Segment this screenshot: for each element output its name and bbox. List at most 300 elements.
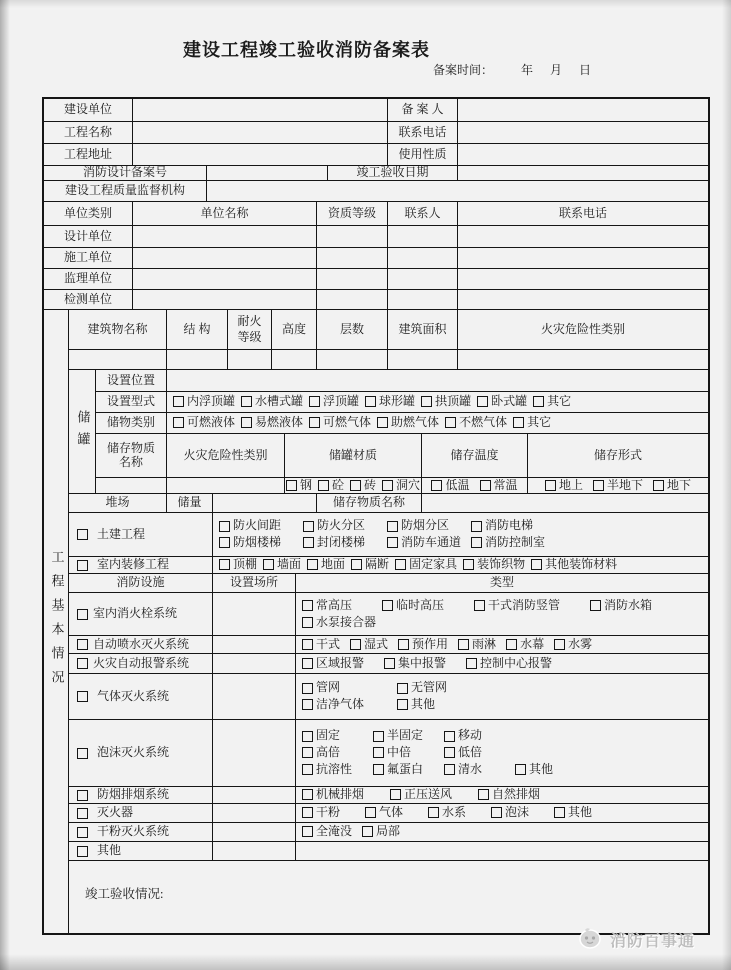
checkbox-label: 钢 [299, 478, 312, 492]
checkbox-label: 无管网 [411, 680, 448, 695]
filing-time-line [433, 61, 591, 78]
checkbox-option [302, 825, 352, 839]
checkbox-label: 消防水箱 [604, 597, 653, 612]
checkbox-label: 防火分区 [317, 518, 366, 533]
checkbox[interactable] [77, 529, 88, 540]
checkbox-option [241, 416, 303, 430]
checkbox-label: 湿式 [364, 636, 389, 651]
checkbox-option [471, 536, 555, 550]
checkbox-option [444, 746, 515, 760]
checkbox-option [309, 395, 359, 409]
checkbox-label: 氟蛋白 [387, 761, 424, 776]
yard-quantity-label: 储量 [167, 494, 213, 513]
checkbox[interactable] [477, 396, 488, 407]
checkbox[interactable] [362, 826, 373, 837]
construction-unit-contact-value[interactable] [388, 248, 458, 269]
checkbox[interactable] [77, 846, 88, 857]
facility-other-types[interactable] [296, 842, 708, 861]
checkbox[interactable] [302, 639, 313, 650]
checkbox-option [219, 558, 257, 572]
civil-works-options [213, 513, 708, 557]
checkbox[interactable] [77, 609, 88, 620]
checkbox-label: 固定家具 [409, 557, 458, 572]
structure-value[interactable] [167, 350, 228, 370]
decoration-label: 室内装修工程 [69, 557, 213, 574]
acceptance-cell[interactable] [69, 861, 708, 933]
construction-unit-value[interactable] [133, 99, 388, 122]
checkbox[interactable] [513, 417, 524, 428]
checkbox-option [173, 416, 235, 430]
checkbox-option [478, 788, 566, 802]
tank-section-label: 储罐 [69, 370, 96, 494]
project-name-label: 工程名称 [44, 122, 133, 144]
checkbox-label: 其它 [527, 415, 552, 430]
checkbox[interactable] [545, 480, 556, 491]
checkbox[interactable] [77, 658, 88, 669]
checkbox-label: 高倍 [316, 745, 341, 760]
checkbox[interactable] [351, 559, 362, 570]
checkbox-option [531, 558, 617, 572]
completion-date-label: 竣工验收日期 [328, 166, 458, 181]
completion-date-value[interactable] [458, 166, 708, 181]
facility-fire-alarm-location[interactable] [213, 654, 296, 674]
yard-substance-value[interactable] [422, 494, 708, 513]
construction-unit-label: 建设单位 [44, 99, 133, 122]
unit-phone-header: 联系电话 [458, 202, 708, 226]
checkbox-option [444, 729, 515, 743]
facility-extinguisher-location[interactable] [213, 804, 296, 823]
checkbox[interactable] [373, 731, 384, 742]
checkbox-label: 不燃气体 [459, 415, 508, 430]
checkbox[interactable] [593, 480, 604, 491]
checkbox[interactable] [77, 748, 88, 759]
design-unit-phone-value[interactable] [458, 226, 708, 248]
contact-phone-value[interactable] [458, 122, 708, 144]
checkbox-label: 浮顶罐 [323, 394, 360, 409]
checkbox[interactable] [309, 396, 320, 407]
unit-contact-header: 联系人 [388, 202, 458, 226]
checkbox-label: 可燃气体 [323, 415, 372, 430]
filing-time-label: 备案时间： [433, 63, 494, 77]
supervision-unit-qualification-value[interactable] [317, 269, 388, 290]
checkbox[interactable] [431, 480, 442, 491]
checkbox[interactable] [302, 789, 313, 800]
checkbox-label: 中倍 [387, 745, 412, 760]
type-header: 类型 [296, 574, 708, 593]
checkbox[interactable] [219, 537, 230, 548]
checkbox-label: 其他 [568, 805, 593, 820]
checkbox-option [219, 536, 303, 550]
usage-nature-label: 使用性质 [388, 144, 458, 166]
checkbox-label: 助燃气体 [391, 415, 440, 430]
checkbox[interactable] [515, 764, 526, 775]
checkbox[interactable] [373, 764, 384, 775]
testing-unit-phone-value[interactable] [458, 290, 708, 310]
checkbox[interactable] [302, 764, 313, 775]
facilities-header: 消防设施 [69, 574, 213, 593]
filing-form-table [42, 97, 710, 935]
checkbox[interactable] [77, 560, 88, 571]
filer-value[interactable] [458, 99, 708, 122]
checkbox[interactable] [531, 559, 542, 570]
checkbox-option [463, 558, 525, 572]
checkbox-label: 砖 [364, 478, 377, 492]
facility-smoke-control: 防烟排烟系统 [69, 787, 213, 804]
checkbox[interactable] [444, 764, 455, 775]
construction-unit-row-label: 施工单位 [44, 248, 133, 269]
checkbox-option [444, 763, 515, 777]
checkbox[interactable] [302, 683, 313, 694]
checkbox-label: 易燃液体 [255, 415, 304, 430]
checkbox-option [302, 657, 384, 671]
floors-value[interactable] [317, 350, 388, 370]
facility-indoor-hydrant-location[interactable] [213, 593, 296, 636]
checkbox-option [382, 599, 444, 613]
checkbox-label: 可燃液体 [187, 415, 236, 430]
construction-unit-name-value[interactable] [133, 248, 317, 269]
checkbox[interactable] [219, 559, 230, 570]
checkbox[interactable] [398, 639, 409, 650]
checkbox[interactable] [387, 521, 398, 532]
checkbox[interactable] [309, 417, 320, 428]
section-basic-info-label: 工程基本情况 [44, 310, 69, 933]
unit-category-header: 单位类别 [44, 202, 133, 226]
checkbox[interactable] [428, 807, 439, 818]
checkbox-label: 水系 [442, 805, 467, 820]
facility-dry-powder: 干粉灭火系统 [69, 823, 213, 842]
tank-location-label: 设置位置 [96, 370, 167, 392]
tank-temperature-header: 储存温度 [422, 434, 528, 478]
checkbox-label: 内浮顶罐 [187, 394, 236, 409]
checkbox[interactable] [395, 559, 406, 570]
checkbox-option [397, 681, 492, 695]
checkbox-option [395, 558, 457, 572]
checkbox[interactable] [377, 417, 388, 428]
checkbox[interactable] [554, 639, 565, 650]
tank-substance-label: 储存物质 名称 [96, 434, 167, 478]
checkbox-option [302, 638, 340, 652]
project-address-label: 工程地址 [44, 144, 133, 166]
checkbox-option [373, 746, 444, 760]
checkbox[interactable] [478, 789, 489, 800]
checkbox[interactable] [397, 699, 408, 710]
construction-unit-qualification-value[interactable] [317, 248, 388, 269]
testing-unit-name-value[interactable] [133, 290, 317, 310]
acceptance-label: 竣工验收情况: [85, 887, 164, 901]
tank-form-label: 设置型式 [96, 392, 167, 413]
filer-label: 备 案 人 [388, 99, 458, 122]
checkbox[interactable] [373, 747, 384, 758]
checkbox[interactable] [382, 600, 393, 611]
checkbox-option [373, 729, 444, 743]
facility-dry-powder-location[interactable] [213, 823, 296, 842]
checkbox-option [515, 763, 586, 777]
checkbox-option [377, 416, 439, 430]
checkbox[interactable] [77, 639, 88, 650]
checkbox-label: 防火间距 [233, 518, 282, 533]
building-area-value[interactable] [388, 350, 458, 370]
checkbox[interactable] [471, 521, 482, 532]
checkbox-label: 临时高压 [396, 597, 445, 612]
checkbox-label: 拱顶罐 [435, 394, 472, 409]
checkbox[interactable] [444, 731, 455, 742]
testing-unit-qualification-value[interactable] [317, 290, 388, 310]
checkbox[interactable] [303, 537, 314, 548]
checkbox[interactable] [302, 747, 313, 758]
tank-location-value[interactable] [167, 370, 708, 392]
facility-indoor-hydrant-types [296, 593, 708, 636]
tank-hazard-header: 火灾危险性类别 [167, 434, 285, 478]
facility-gas-extinguishing-types [296, 674, 708, 720]
checkbox-label: 封闭楼梯 [317, 535, 366, 549]
unit-qualification-header: 资质等级 [317, 202, 388, 226]
checkbox[interactable] [533, 396, 544, 407]
checkbox-option [590, 599, 652, 613]
checkbox[interactable] [173, 417, 184, 428]
height-value[interactable] [272, 350, 317, 370]
checkbox-label: 地上 [558, 478, 583, 492]
checkbox[interactable] [445, 417, 456, 428]
checkbox-option [219, 519, 303, 533]
checkbox[interactable] [365, 807, 376, 818]
facility-other: 其他 [69, 842, 213, 861]
checkbox[interactable] [241, 417, 252, 428]
project-name-value[interactable] [133, 122, 388, 144]
quality-supervision-value[interactable] [207, 181, 708, 202]
checkbox-option [593, 479, 643, 493]
checkbox-option [365, 806, 428, 820]
checkbox[interactable] [302, 826, 313, 837]
facility-fire-alarm-types [296, 654, 708, 674]
checkbox-label: 其他装饰材料 [545, 557, 618, 572]
design-unit-name-value[interactable] [133, 226, 317, 248]
checkbox[interactable] [219, 521, 230, 532]
checkbox-option [263, 558, 301, 572]
checkbox[interactable] [471, 537, 482, 548]
checkbox-option [506, 638, 544, 652]
checkbox[interactable] [302, 731, 313, 742]
checkbox-label: 机械排烟 [316, 787, 365, 802]
checkbox-label: 清水 [458, 761, 483, 776]
checkbox-option [445, 416, 507, 430]
yard-quantity-value[interactable] [213, 494, 317, 513]
tank-hazard-value[interactable] [167, 478, 285, 494]
checkbox-option [302, 698, 397, 712]
checkbox-label: 预作用 [412, 636, 449, 651]
checkbox-option [173, 395, 235, 409]
checkbox-option [554, 806, 617, 820]
checkbox-label: 消防车通道 [401, 535, 462, 549]
checkbox-option [351, 558, 389, 572]
facility-gas-extinguishing: 气体灭火系统 [69, 674, 213, 720]
checkbox[interactable] [286, 480, 297, 491]
quality-supervision-label: 建设工程质量监督机构 [44, 181, 207, 202]
checkbox[interactable] [554, 807, 565, 818]
checkbox-label: 泡沫 [505, 805, 530, 820]
checkbox[interactable] [173, 396, 184, 407]
facility-smoke-control-types [296, 787, 708, 804]
checkbox[interactable] [365, 396, 376, 407]
checkbox-option [554, 638, 592, 652]
facility-extinguisher-types [296, 804, 708, 823]
supervision-unit-name-value[interactable] [133, 269, 317, 290]
checkbox[interactable] [390, 789, 401, 800]
checkbox[interactable] [302, 658, 313, 669]
checkbox-label: 正压送风 [404, 787, 453, 802]
checkbox-option [365, 395, 415, 409]
checkbox-label: 水泵接合器 [316, 614, 377, 629]
checkbox-option [302, 806, 365, 820]
checkbox[interactable] [444, 747, 455, 758]
supervision-unit-label: 监理单位 [44, 269, 133, 290]
checkbox[interactable] [466, 658, 477, 669]
facility-sprinkler: 自动喷水灭火系统 [69, 636, 213, 654]
supervision-unit-phone-value[interactable] [458, 269, 708, 290]
building-area-header: 建筑面积 [388, 310, 458, 350]
checkbox[interactable] [77, 808, 88, 819]
checkbox-label: 球形罐 [379, 394, 416, 409]
checkbox-label: 控制中心报警 [480, 655, 553, 670]
checkbox-option [398, 638, 448, 652]
facility-indoor-hydrant: 室内消火栓系统 [69, 593, 213, 636]
tank-storage-form-options [528, 478, 708, 494]
checkbox[interactable] [307, 559, 318, 570]
checkbox[interactable] [590, 600, 601, 611]
checkbox-option [545, 479, 583, 493]
testing-unit-contact-value[interactable] [388, 290, 458, 310]
facility-foam-extinguishing-types [296, 720, 708, 787]
checkbox[interactable] [77, 827, 88, 838]
checkbox[interactable] [384, 658, 395, 669]
checkbox-option [286, 479, 312, 493]
checkbox-option [302, 763, 373, 777]
checkbox-label: 干粉 [316, 805, 341, 820]
checkbox[interactable] [506, 639, 517, 650]
checkbox-option [458, 638, 496, 652]
checkbox-label: 管网 [316, 680, 341, 695]
checkbox-option [382, 479, 420, 493]
checkbox-option [302, 788, 390, 802]
checkbox-option [373, 763, 444, 777]
checkbox-label: 抗溶性 [316, 761, 353, 776]
checkbox[interactable] [302, 807, 313, 818]
checkbox[interactable] [474, 600, 485, 611]
checkbox-label: 气体 [379, 805, 404, 820]
checkbox[interactable] [241, 396, 252, 407]
testing-unit-label: 检测单位 [44, 290, 133, 310]
fire-hazard-category-value[interactable] [458, 350, 708, 370]
checkbox[interactable] [387, 537, 398, 548]
checkbox[interactable] [302, 600, 313, 611]
checkbox[interactable] [480, 480, 491, 491]
facility-foam-extinguishing: 泡沫灭火系统 [69, 720, 213, 787]
checkbox[interactable] [463, 559, 474, 570]
watermark-text: 消防百事通 [610, 932, 696, 950]
filing-month-label: 月 [550, 63, 563, 77]
checkbox[interactable] [491, 807, 502, 818]
facility-sprinkler-types [296, 636, 708, 654]
design-unit-qualification-value[interactable] [317, 226, 388, 248]
checkbox-option [302, 681, 397, 695]
checkbox-label: 干式 [316, 636, 341, 651]
supervision-unit-contact-value[interactable] [388, 269, 458, 290]
facility-smoke-control-location[interactable] [213, 787, 296, 804]
checkbox-option [387, 519, 471, 533]
facility-foam-extinguishing-location[interactable] [213, 720, 296, 787]
checkbox-option [466, 655, 553, 671]
tank-category-label: 储物类别 [96, 413, 167, 434]
fire-baishitong-logo-icon [578, 927, 606, 951]
checkbox-option [390, 788, 478, 802]
design-filing-no-label: 消防设计备案号 [44, 166, 207, 181]
design-unit-contact-value[interactable] [388, 226, 458, 248]
fire-hazard-category-header: 火灾危险性类别 [458, 310, 708, 350]
fire-resistance-header: 耐火等级 [228, 310, 272, 350]
checkbox[interactable] [303, 521, 314, 532]
checkbox-option [302, 729, 373, 743]
checkbox-option [302, 599, 352, 613]
facility-sprinkler-location[interactable] [213, 636, 296, 654]
contact-phone-label: 联系电话 [388, 122, 458, 144]
civil-works-label: 土建工程 [69, 513, 213, 557]
checkbox-option [318, 479, 344, 493]
checkbox[interactable] [302, 699, 313, 710]
checkbox[interactable] [77, 790, 88, 801]
checkbox[interactable] [318, 480, 329, 491]
checkbox[interactable] [350, 639, 361, 650]
checkbox[interactable] [263, 559, 274, 570]
usage-nature-value[interactable] [458, 144, 708, 166]
checkbox[interactable] [458, 639, 469, 650]
checkbox-option [303, 519, 387, 533]
building-name-value[interactable] [69, 350, 167, 370]
facility-other-location[interactable] [213, 842, 296, 861]
checkbox[interactable] [653, 480, 664, 491]
checkbox-label: 防烟楼梯 [233, 535, 282, 549]
checkbox-label: 消防电梯 [485, 518, 534, 533]
project-address-value[interactable] [133, 144, 388, 166]
tank-substance-value[interactable] [96, 478, 167, 494]
design-filing-no-value[interactable] [207, 166, 328, 181]
checkbox-option [480, 479, 518, 493]
checkbox-label: 地面 [321, 557, 346, 572]
checkbox[interactable] [382, 480, 393, 491]
construction-unit-phone-value[interactable] [458, 248, 708, 269]
facility-gas-extinguishing-location[interactable] [213, 674, 296, 720]
checkbox[interactable] [397, 683, 408, 694]
checkbox[interactable] [302, 617, 313, 628]
filing-year-label: 年 [521, 63, 534, 77]
checkbox[interactable] [350, 480, 361, 491]
structure-header: 结 构 [167, 310, 228, 350]
facility-extinguisher: 灭火器 [69, 804, 213, 823]
checkbox-option [653, 479, 691, 493]
checkbox-label: 消防控制室 [485, 535, 546, 549]
checkbox-option [350, 479, 376, 493]
tank-category-options [167, 413, 708, 434]
building-name-header: 建筑物名称 [69, 310, 167, 350]
checkbox-label: 移动 [458, 728, 483, 743]
checkbox[interactable] [77, 691, 88, 702]
checkbox-label: 洁净气体 [316, 697, 365, 711]
checkbox-label: 砼 [331, 478, 344, 492]
checkbox-label: 卧式罐 [491, 394, 528, 409]
fire-resistance-value[interactable] [228, 350, 272, 370]
checkbox[interactable] [421, 396, 432, 407]
checkbox-option [533, 395, 571, 409]
checkbox-option [307, 558, 345, 572]
checkbox-label: 半固定 [387, 728, 424, 743]
